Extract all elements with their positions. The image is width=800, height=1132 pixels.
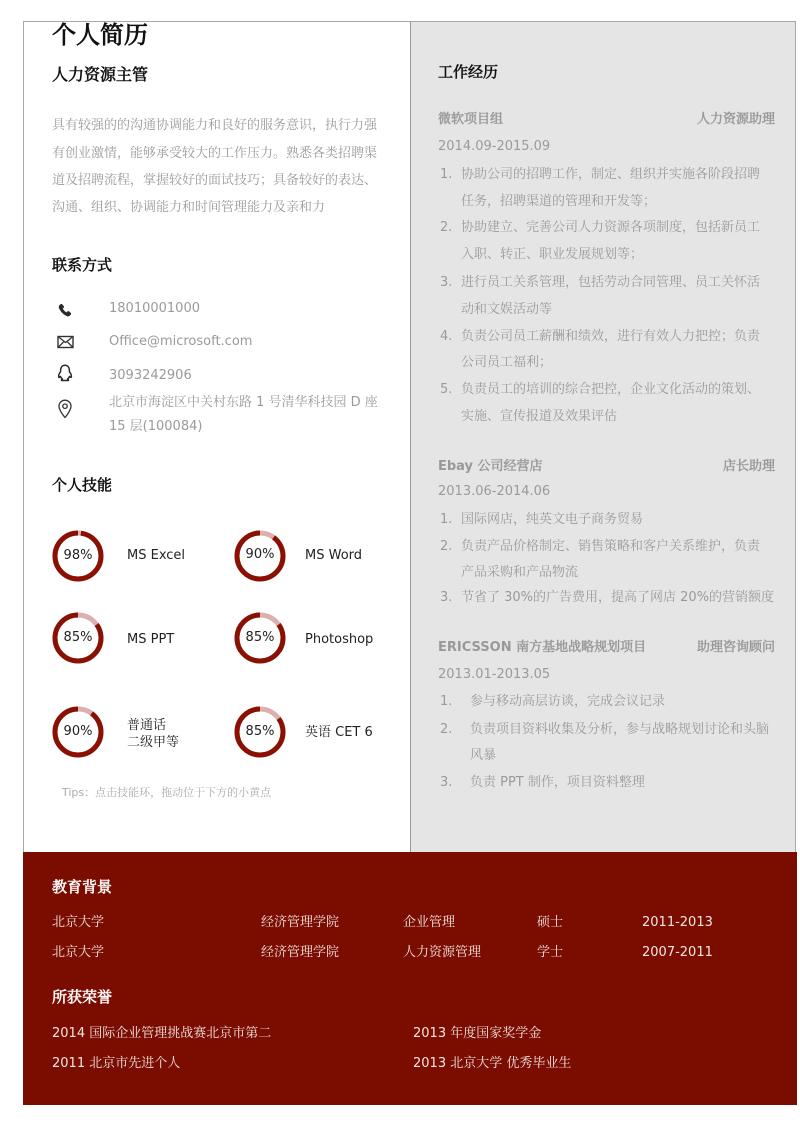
experience-heading: 工作经历 xyxy=(438,63,499,81)
list-item-line: 进行员工关系管理，包括劳动合同管理、员工关怀活 xyxy=(461,275,761,290)
skill-label: MS PPT xyxy=(127,632,175,647)
skill-percent: 90% xyxy=(63,724,93,739)
job-header xyxy=(438,110,775,130)
edu-years: 2011-2013 xyxy=(642,915,713,930)
job-title: 人力资源主管 xyxy=(52,65,149,84)
list-item-line: 实施、宣传报道及效果评估 xyxy=(461,409,618,424)
skill-percent: 98% xyxy=(63,548,93,563)
list-item-line: 动和文娱活动等 xyxy=(461,302,553,317)
summary-line: 有创业激情，能够承受较大的工作压力。熟悉各类招聘渠 xyxy=(52,146,378,161)
honors-heading: 所获荣誉 xyxy=(52,988,113,1006)
job-role: 店长助理 xyxy=(722,459,775,474)
list-item-line: 负责 PPT 制作，项目资料整理 xyxy=(470,775,645,790)
job-header xyxy=(438,638,775,658)
list-number: 2. xyxy=(440,722,453,737)
summary-line: 道及招聘流程，掌握较好的面试技巧；具备较好的表达、 xyxy=(52,173,378,188)
skill-label: 二级甲等 xyxy=(127,735,180,750)
job-date: 2014.09-2015.09 xyxy=(438,139,551,154)
list-number: 1. xyxy=(440,512,453,527)
skill-label: MS Word xyxy=(305,548,363,563)
qq-value: 3093242906 xyxy=(109,368,192,383)
summary-line: 具有较强的的沟通协调能力和良好的服务意识，执行力强 xyxy=(52,118,378,133)
edu-college: 经济管理学院 xyxy=(261,915,340,930)
edu-major: 人力资源管理 xyxy=(403,945,482,960)
list-number: 1. xyxy=(440,167,453,182)
qq-icon xyxy=(56,364,74,382)
list-number: 3. xyxy=(440,275,453,290)
list-number: 3. xyxy=(440,590,453,605)
honor-item: 2013 年度国家奖学金 xyxy=(413,1026,542,1041)
skill-percent: 85% xyxy=(63,630,93,645)
honor-item: 2013 北京大学 优秀毕业生 xyxy=(413,1056,572,1071)
list-number: 2. xyxy=(440,539,453,554)
list-item-line: 负责项目资料收集及分析，参与战略规划讨论和头脑 xyxy=(470,722,770,737)
list-item-line: 节省了 30%的广告费用，提高了网店 20%的营销额度 xyxy=(461,590,775,605)
edu-years: 2007-2011 xyxy=(642,945,713,960)
edu-college: 经济管理学院 xyxy=(261,945,340,960)
edu-school: 北京大学 xyxy=(52,915,105,930)
address-line: 北京市海淀区中关村东路 1 号清华科技园 D 座 xyxy=(109,395,378,410)
edu-school: 北京大学 xyxy=(52,945,105,960)
job-role: 助理咨询顾问 xyxy=(696,640,775,655)
list-item-line: 公司员工福利； xyxy=(461,355,553,370)
edu-degree: 学士 xyxy=(537,945,564,960)
page-title: 个人简历 xyxy=(52,21,148,49)
list-item-line: 负责员工的培训的综合把控，企业文化活动的策划、 xyxy=(461,382,761,397)
skills-heading: 个人技能 xyxy=(52,476,113,494)
address-line: 15 层(100084) xyxy=(109,419,203,434)
summary-line: 沟通、组织、协调能力和时间管理能力及亲和力 xyxy=(52,200,326,215)
honor-item: 2011 北京市先进个人 xyxy=(52,1056,181,1071)
skill-percent: 85% xyxy=(245,724,275,739)
list-item-line: 入职、转正、职业发展规划等； xyxy=(461,247,644,262)
education-heading: 教育背景 xyxy=(52,878,113,896)
list-item-line: 风暴 xyxy=(470,748,497,763)
skills-tips: Tips：点击技能环，拖动位于下方的小黄点 xyxy=(62,786,272,799)
skill-label: 普通话 xyxy=(127,718,167,733)
skill-percent: 90% xyxy=(245,547,275,562)
job-header xyxy=(438,457,775,477)
job-date: 2013.01-2013.05 xyxy=(438,667,551,682)
list-number: 5. xyxy=(440,382,453,397)
contact-heading: 联系方式 xyxy=(52,256,113,274)
list-item-line: 负责公司员工薪酬和绩效，进行有效人力把控；负责 xyxy=(461,329,761,344)
list-item-line: 参与移动高层访谈，完成会议记录 xyxy=(470,694,666,709)
list-item-line: 产品采购和产品物流 xyxy=(461,565,579,580)
skill-label: MS Excel xyxy=(127,548,186,563)
job-date: 2013.06-2014.06 xyxy=(438,484,551,499)
job-company: 微软项目组 xyxy=(438,112,504,127)
skill-percent: 85% xyxy=(245,630,275,645)
skill-label: Photoshop xyxy=(305,632,374,647)
honor-item: 2014 国际企业管理挑战赛北京市第二 xyxy=(52,1026,272,1041)
job-role: 人力资源助理 xyxy=(696,112,775,127)
list-number: 1. xyxy=(440,694,453,709)
edu-major: 企业管理 xyxy=(403,915,456,930)
list-number: 2. xyxy=(440,220,453,235)
email-value: Office@microsoft.com xyxy=(109,334,253,349)
list-item-line: 国际网店，纯英文电子商务贸易 xyxy=(461,512,644,527)
job-company: ERICSSON 南方基地战略规划项目 xyxy=(438,640,647,655)
list-item-line: 任务，招聘渠道的管理和开发等； xyxy=(461,194,657,209)
skill-label: 英语 CET 6 xyxy=(305,725,373,740)
list-item-line: 负责产品价格制定、销售策略和客户关系维护，负责 xyxy=(461,539,761,554)
phone-icon xyxy=(56,301,74,319)
edu-degree: 硕士 xyxy=(537,915,564,930)
list-number: 4. xyxy=(440,329,453,344)
job-company: Ebay 公司经营店 xyxy=(438,459,543,474)
list-item-line: 协助建立、完善公司人力资源各项制度，包括新员工 xyxy=(461,220,761,235)
mail-icon xyxy=(56,333,74,351)
location-icon xyxy=(56,400,74,418)
list-number: 3. xyxy=(440,775,453,790)
phone-value: 18010001000 xyxy=(109,301,200,316)
list-item-line: 协助公司的招聘工作，制定、组织并实施各阶段招聘 xyxy=(461,167,761,182)
